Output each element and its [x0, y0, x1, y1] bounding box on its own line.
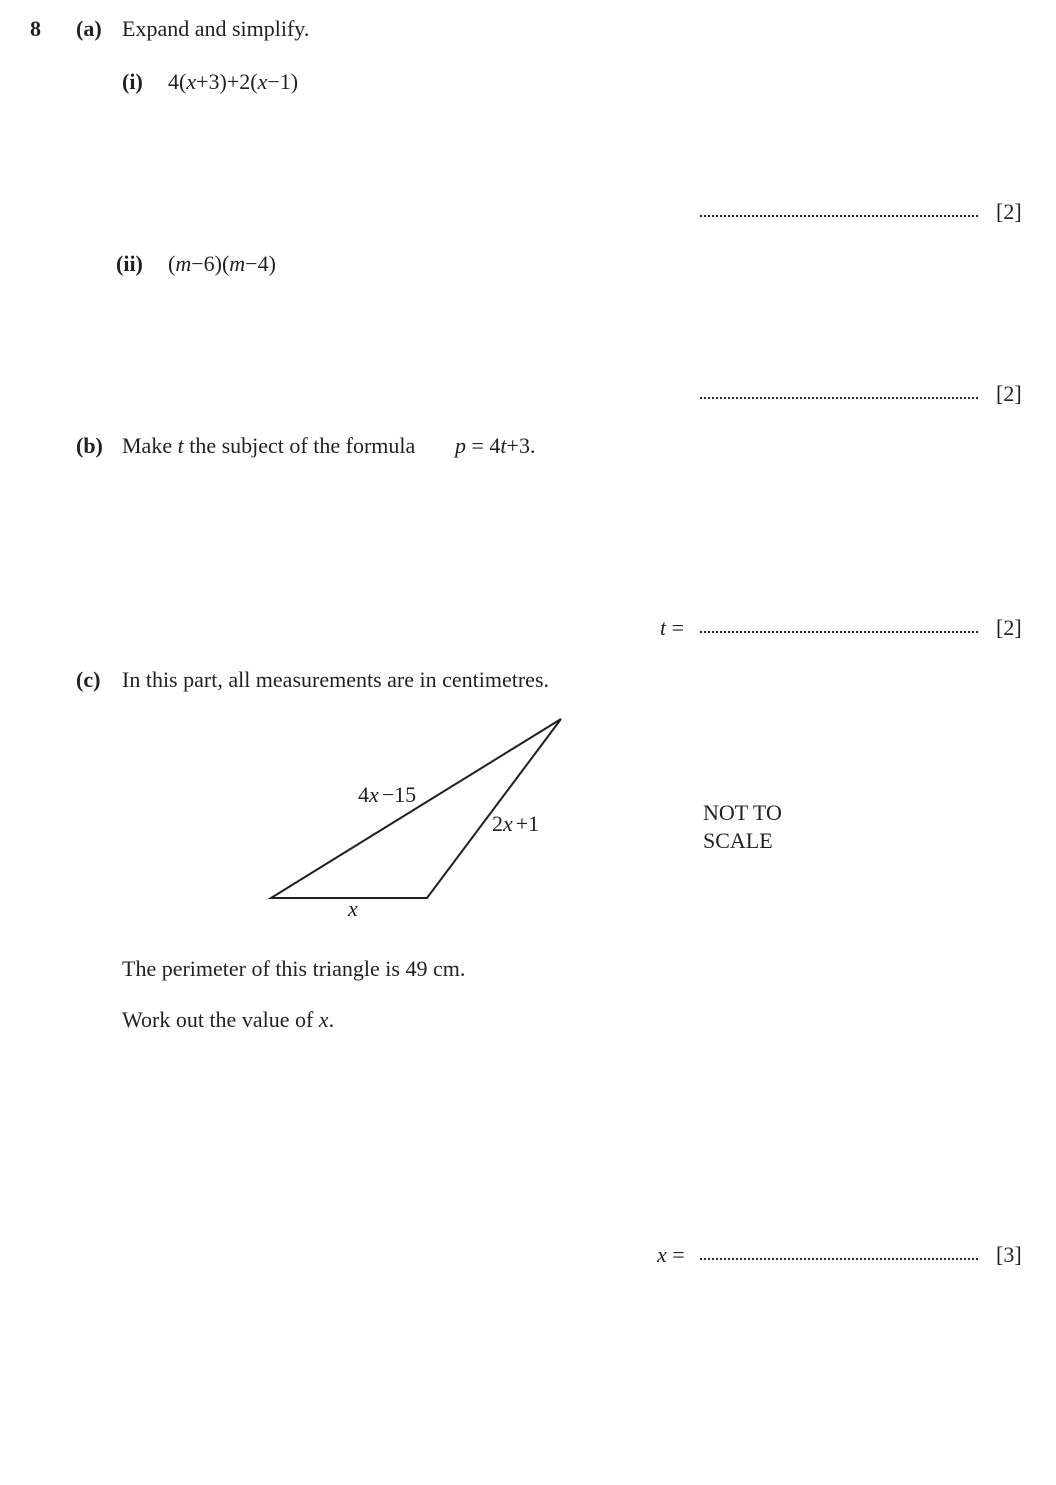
perimeter-statement: The perimeter of this triangle is 49 cm. [122, 956, 466, 981]
answer-label-b: t = [660, 615, 685, 640]
part-a-i-expression: 4(x+3)+2(x−1) [168, 69, 299, 94]
mark-a-i: [2] [996, 199, 1022, 224]
answer-line-c[interactable] [699, 1257, 979, 1261]
part-c-instruction: In this part, all measurements are in centimetres. [122, 667, 550, 692]
part-c-label: (c) [76, 667, 101, 692]
part-a-ii-expression: (m−6)(m−4) [168, 251, 276, 276]
label-side-long: 4x −15 [358, 782, 417, 807]
mark-a-ii: [2] [996, 381, 1022, 406]
part-b-label: (b) [76, 433, 103, 458]
part-a-instruction: Expand and simplify. [122, 16, 310, 41]
not-to-scale-line1: NOT TO [703, 800, 782, 825]
label-side-right: 2x +1 [492, 811, 540, 836]
part-a-label: (a) [76, 16, 102, 41]
mark-c: [3] [996, 1242, 1022, 1267]
part-a-i-label: (i) [122, 69, 143, 94]
work-out-instruction: Work out the value of x. [122, 1007, 335, 1032]
not-to-scale-line2: SCALE [703, 828, 773, 853]
label-side-base: x [348, 896, 358, 921]
triangle-shape [271, 719, 561, 898]
part-b-instruction: Make t the subject of the formula [122, 433, 416, 458]
answer-label-c: x = [657, 1242, 685, 1267]
mark-b: [2] [996, 615, 1022, 640]
part-a-ii-label: (ii) [116, 251, 143, 276]
question-number: 8 [30, 16, 41, 41]
part-b-formula: p = 4t+3. [455, 433, 536, 458]
